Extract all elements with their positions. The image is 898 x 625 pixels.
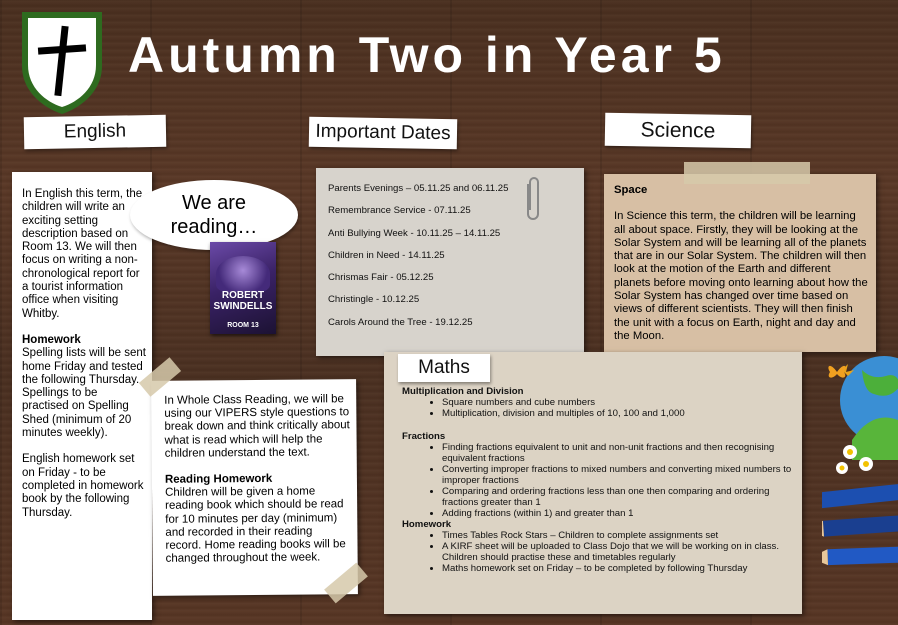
maths-list-item: • A KIRF sheet will be uploaded to Class Dojo that we will be working on in class. Children should practise these and timetables regularly bbox=[442, 541, 798, 563]
english-intro: In English this term, the children will write an exciting setting description based on Room 13. We will then focus on writing a non-chronological report for a tourist information office when visiting Whitby. bbox=[22, 188, 143, 320]
maths-list-item: • Converting improper fractions to mixed numbers and converting mixed numbers to improper fractions bbox=[442, 464, 798, 486]
maths-list-item: • Multiplication, division and multiples of 10, 100 and 1,000 bbox=[442, 408, 798, 419]
date-item: Chrismas Fair - 05.12.25 bbox=[328, 272, 434, 284]
science-heading: Space bbox=[614, 184, 648, 196]
book-author: ROBERT SWINDELLS bbox=[213, 290, 273, 312]
maths-list-item: • Finding fractions equivalent to unit and non-unit fractions and then recognising equivalent fractions bbox=[442, 442, 798, 464]
maths-section-heading: Multiplication and Division bbox=[402, 386, 524, 397]
maths-list-item: • Times Tables Rock Stars – Children to complete assignments set bbox=[442, 530, 798, 541]
date-item: Remembrance Service - 07.11.25 bbox=[328, 205, 471, 217]
maths-list-item: • Maths homework set on Friday – to be completed by following Thursday bbox=[442, 563, 798, 574]
maths-panel bbox=[384, 352, 802, 614]
date-item: Anti Bullying Week - 10.11.25 – 14.11.25 bbox=[328, 227, 501, 239]
important-dates-label: Important Dates bbox=[309, 117, 458, 150]
maths-section-heading: Fractions bbox=[402, 431, 446, 442]
maths-list-item: • Comparing and ordering fractions less than one then comparing and ordering fractions greater than 1 bbox=[442, 486, 798, 508]
reading-homework-text: Children will be given a home reading book which should be read for 10 minutes per day (minimum) and recorded in their reading record. Home reading books will be changed throughout the week. bbox=[164, 485, 346, 566]
maths-list-item: • Square numbers and cube numbers bbox=[442, 397, 798, 408]
reading-homework-heading: Reading Homework bbox=[164, 472, 273, 486]
english-label: English bbox=[24, 115, 167, 149]
english-panel bbox=[12, 172, 152, 620]
english-homework-text-2: English homework set on Friday - to be completed in homework book by the following Thursday. bbox=[22, 453, 144, 519]
english-homework-heading: Homework bbox=[22, 333, 81, 346]
maths-section-heading: Homework bbox=[402, 519, 452, 530]
science-panel bbox=[604, 174, 876, 352]
dates-list bbox=[328, 178, 584, 334]
page-title: Autumn Two in Year 5 bbox=[128, 27, 726, 83]
date-item: Children in Need - 14.11.25 bbox=[328, 249, 445, 261]
maths-label: Maths bbox=[398, 354, 490, 382]
science-label: Science bbox=[605, 113, 752, 149]
date-item: Parents Evenings – 05.11.25 and 06.11.25 bbox=[328, 183, 509, 194]
school-shield-logo bbox=[18, 8, 106, 118]
we-are-reading-bubble: We are reading… bbox=[130, 180, 298, 250]
tape-strip bbox=[684, 162, 810, 184]
book-cover-room-13 bbox=[210, 242, 276, 334]
science-text: In Science this term, the children will be learning all about space. Firstly, they will be looking at the Solar System and will be learning all of the planets that are in our Solar System. The children will then look at the motion of the Earth and different planets before moving onto learning about how the Solar System has changed over time based on views of different scientists. They will then finish the unit with a focus on Earth, night and day and the Moon. bbox=[614, 210, 868, 342]
book-title: ROOM 13 bbox=[227, 322, 259, 329]
date-item: Christingle - 10.12.25 bbox=[328, 294, 420, 306]
butterfly-icon bbox=[826, 362, 848, 382]
reading-panel bbox=[151, 379, 358, 596]
decorative-globe-pencils bbox=[822, 340, 898, 625]
date-item: Carols Around the Tree - 19.12.25 bbox=[328, 316, 473, 328]
maths-list-item: • Adding fractions (within 1) and greater than 1 bbox=[442, 508, 798, 519]
paperclip-icon bbox=[522, 176, 544, 224]
reading-intro: In Whole Class Reading, we will be using our VIPERS style questions to break down and think critically about what is read which will help the children understand the text. bbox=[164, 393, 350, 460]
english-homework-text: Spelling lists will be sent home Friday and tested the following Thursday. Spellings to be practised on Spelling Shed (minimum of 20 minutes weekly). bbox=[22, 347, 147, 440]
